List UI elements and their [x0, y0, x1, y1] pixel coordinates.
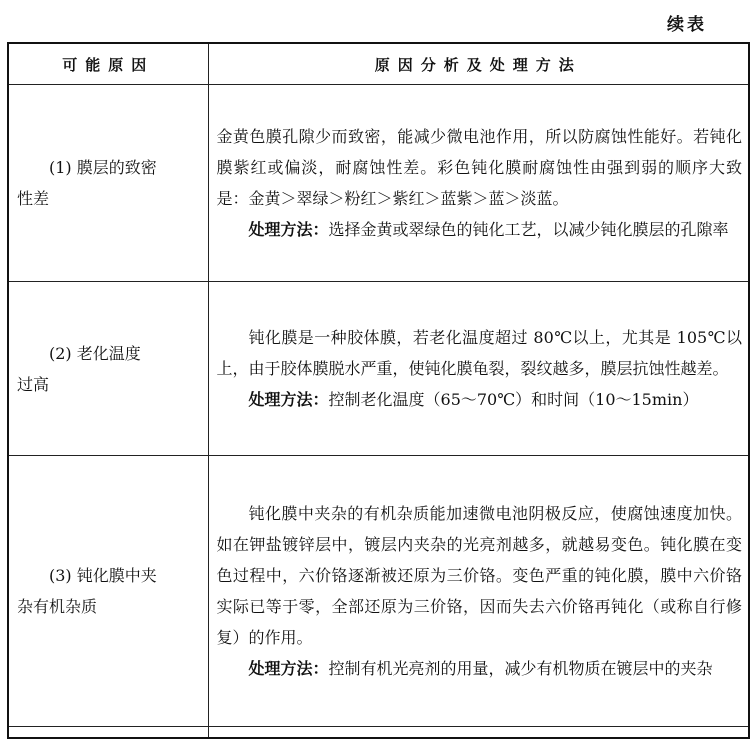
cause-text-cont: 杂有机杂质 — [17, 597, 98, 616]
analysis-text: 钝化膜是一种胶体膜，若老化温度超过 80℃以上，尤其是 105℃以上，由于胶体膜脱水严重，使钝化膜龟裂，裂纹越多，膜层抗蚀性越差。 — [216, 328, 742, 378]
method-paragraph — [217, 653, 743, 684]
table-header-row — [8, 43, 749, 85]
method-text: 控制有机光亮剂的用量，减少有机物质在镀层中的夹杂 — [328, 659, 713, 678]
cause-text-cont: 性差 — [17, 189, 50, 208]
method-paragraph — [217, 214, 743, 245]
method-label: 处理方法： — [248, 390, 329, 409]
cause-text: (3) 钝化膜中夹 — [49, 566, 157, 585]
cause-text-cont: 过高 — [17, 374, 50, 394]
method-label: 处理方法： — [248, 659, 329, 678]
table-row — [8, 85, 749, 282]
cause-cell — [8, 85, 208, 282]
analysis-text: 金黄色膜孔隙少而致密，能减少微电池作用，所以防腐蚀性能好。若钝化膜紫红或偏淡，耐腐蚀性差。彩色钝化膜耐腐蚀性由强到弱的顺序大致是：金黄＞翠绿＞粉红＞紫红＞蓝紫＞蓝＞淡蓝。 — [216, 127, 742, 208]
continued-label: 续表 — [667, 15, 707, 35]
analysis-cell — [208, 85, 749, 282]
method-text: 选择金黄或翠绿色的钝化工艺，以减少钝化膜层的孔隙率 — [328, 220, 729, 239]
cause-cell — [8, 282, 208, 456]
header-analysis: 原因分析及处理方法 — [208, 43, 749, 85]
table-row — [8, 282, 749, 456]
cause-cell-cut — [8, 727, 208, 739]
header-cause: 可能原因 — [8, 43, 208, 85]
cause-text: (2) 老化温度 — [49, 343, 141, 363]
cause-cell — [8, 456, 208, 727]
table-row-cut — [8, 727, 749, 739]
table-row — [8, 456, 749, 727]
cause-analysis-table — [7, 42, 750, 739]
analysis-cell — [208, 282, 749, 456]
method-label: 处理方法： — [248, 220, 329, 239]
method-text: 控制老化温度（65～70℃）和时间（10～15min） — [328, 390, 699, 409]
analysis-cell-cut — [208, 727, 749, 739]
method-paragraph — [217, 384, 743, 415]
analysis-cell — [208, 456, 749, 727]
analysis-text: 钝化膜中夹杂的有机杂质能加速微电池阴极反应，使腐蚀速度加快。如在钾盐镀锌层中，镀层内夹杂的光亮剂越多，就越易变色。钝化膜在变色过程中，六价铬逐渐被还原为三价铬。变色严重的钝化膜，膜中六价铬实际已等于零，全部还原为三价铬，因而失去六价铬再钝化（或称自行修复）的作用。 — [216, 504, 742, 647]
cause-text: (1) 膜层的致密 — [49, 158, 157, 177]
